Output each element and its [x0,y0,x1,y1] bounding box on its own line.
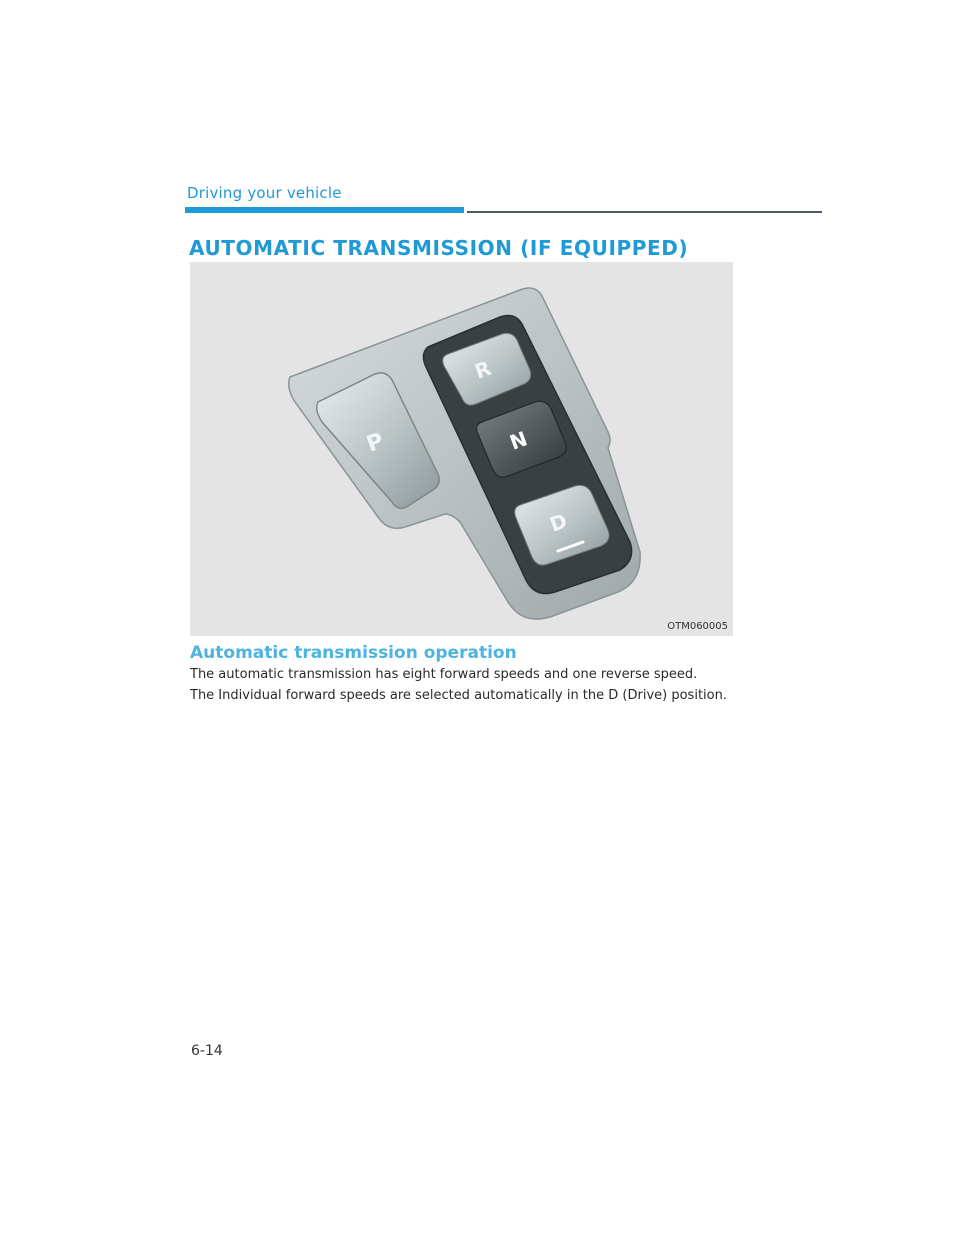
body-paragraph: The Individual forward speeds are selected automatically in the D (Drive) position. [190,688,727,703]
page-title: AUTOMATIC TRANSMISSION (IF EQUIPPED) [189,236,689,260]
r-letter: R [471,355,495,384]
n-letter: N [506,426,531,455]
d-letter: D [546,508,571,537]
header-rule-accent [185,207,464,213]
p-letter: P [363,428,388,458]
section-label: Driving your vehicle [187,184,342,202]
page-number: 6-14 [191,1043,223,1059]
figure-code: OTM060005 [667,621,728,632]
gear-selector-drawing [190,262,733,636]
section-subheading: Automatic transmission operation [190,643,517,663]
gear-selector-illustration [190,262,733,636]
body-paragraph: The automatic transmission has eight forward speeds and one reverse speed. [190,667,698,682]
header-rule-dark [467,211,822,213]
